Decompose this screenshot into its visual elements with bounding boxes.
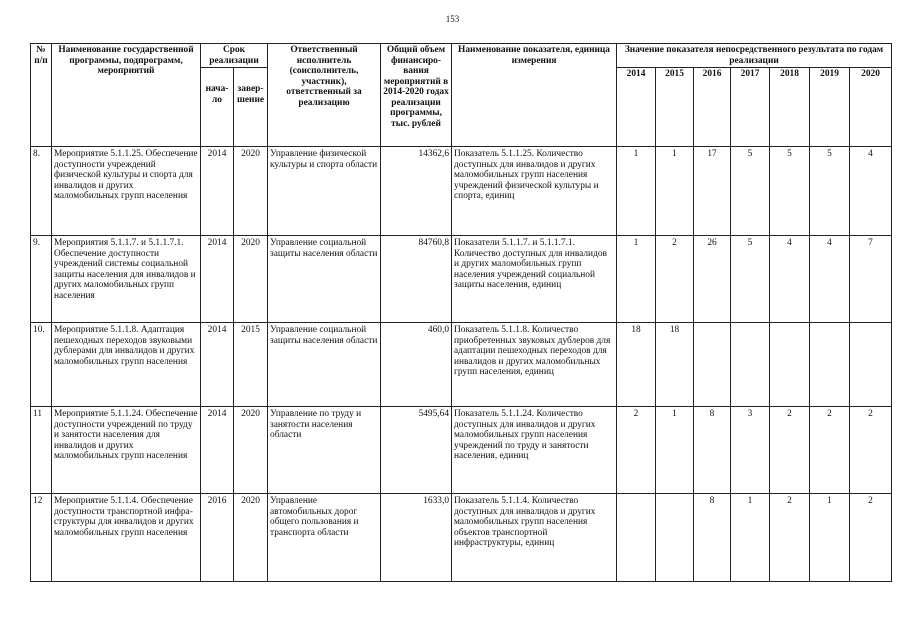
row-responsible: Управление автомобильных дорог общего пользования и транспорта области [268, 494, 381, 582]
row-value: 18 [656, 323, 694, 407]
row-value: 2 [850, 494, 892, 582]
table-row [31, 494, 892, 582]
row-volume: 460,0 [381, 323, 452, 407]
row-start: 2016 [201, 494, 234, 582]
row-name: Мероприятие 5.1.1.8. Адаптация пешеходных переходов звуковыми дублерами для инвалидов и других маломобильных групп населения [52, 323, 201, 407]
row-value [731, 323, 770, 407]
header-year: 2020 [850, 68, 892, 147]
row-indicator: Показатели 5.1.1.7. и 5.1.1.7.1. Количество доступных для инвалидов и других маломобильных групп населения учреждений социальной защиты населения, единиц [452, 236, 617, 323]
row-value: 1 [810, 494, 850, 582]
row-value [770, 323, 810, 407]
row-indicator: Показатель 5.1.1.4. Количество доступных для инвалидов и других маломобильных групп населения объектов транспортной инфраструктуры, единиц [452, 494, 617, 582]
row-name: Мероприятие 5.1.1.24. Обеспечение доступности учреждений по труду и занятости населения для инвалидов и других маломобильных групп населения [52, 407, 201, 494]
row-value: 1 [656, 407, 694, 494]
header-year: 2017 [731, 68, 770, 147]
header-values-title: Значение показателя непосредственного результата по годам реализации [617, 44, 892, 68]
header-volume: Общий объем финансиро-вания мероприятий в 2014-2020 годах реализации программы, тыс. рублей [381, 44, 452, 147]
row-volume: 5495,64 [381, 407, 452, 494]
header-year: 2014 [617, 68, 656, 147]
header-year: 2018 [770, 68, 810, 147]
row-responsible: Управление по труду и занятости населения области [268, 407, 381, 494]
row-value: 3 [731, 407, 770, 494]
row-value: 8 [694, 407, 731, 494]
row-start: 2014 [201, 323, 234, 407]
row-end: 2020 [234, 236, 268, 323]
header-year: 2019 [810, 68, 850, 147]
row-value: 4 [770, 236, 810, 323]
header-name: Наименование государственной программы, подпрограмм, мероприятий [52, 44, 201, 147]
row-value: 4 [850, 147, 892, 236]
row-value: 5 [810, 147, 850, 236]
row-value: 17 [694, 147, 731, 236]
row-start: 2014 [201, 147, 234, 236]
header-num: № п/п [31, 44, 52, 147]
row-end: 2015 [234, 323, 268, 407]
program-table [30, 43, 892, 582]
row-value: 4 [810, 236, 850, 323]
page-number: 153 [445, 14, 460, 24]
row-value [810, 323, 850, 407]
row-end: 2020 [234, 147, 268, 236]
row-value: 2 [656, 236, 694, 323]
row-start: 2014 [201, 407, 234, 494]
row-value: 1 [617, 147, 656, 236]
row-responsible: Управление социальной защиты населения области [268, 236, 381, 323]
row-value [656, 494, 694, 582]
row-value: 1 [656, 147, 694, 236]
row-num: 12 [31, 494, 52, 582]
row-value [694, 323, 731, 407]
table-row [31, 147, 892, 236]
row-volume: 1633,0 [381, 494, 452, 582]
row-num: 8. [31, 147, 52, 236]
header-end: завер-шение [234, 68, 268, 147]
table-row [31, 323, 892, 407]
header-indicator: Наименование показателя, единица измерения [452, 44, 617, 147]
row-volume: 84760,8 [381, 236, 452, 323]
header-year: 2016 [694, 68, 731, 147]
row-indicator: Показатель 5.1.1.8. Количество приобретенных звуковых дублеров для адаптации пешеходных переходов для инвалидов и других маломобильных групп населения, единиц [452, 323, 617, 407]
row-value: 8 [694, 494, 731, 582]
row-value: 2 [617, 407, 656, 494]
row-num: 9. [31, 236, 52, 323]
row-value [617, 494, 656, 582]
table-row [31, 236, 892, 323]
row-value [850, 323, 892, 407]
row-name: Мероприятия 5.1.1.7. и 5.1.1.7.1. Обеспечение доступности учреждений системы социальной защиты населения для инвалидов и других маломобильных групп населения [52, 236, 201, 323]
row-value: 2 [770, 494, 810, 582]
row-value: 26 [694, 236, 731, 323]
row-name: Мероприятие 5.1.1.4. Обеспечение доступности транспортной инфра-структуры для инвалидов и других маломобильных групп населения [52, 494, 201, 582]
row-responsible: Управление социальной защиты населения области [268, 323, 381, 407]
row-value: 5 [731, 236, 770, 323]
row-num: 11 [31, 407, 52, 494]
header-start: нача-ло [201, 68, 234, 147]
table-row [31, 407, 892, 494]
row-value: 1 [617, 236, 656, 323]
row-name: Мероприятие 5.1.1.25. Обеспечение доступности учреждений физической культуры и спорта для инвалидов и других маломобильных групп населения [52, 147, 201, 236]
row-value: 5 [770, 147, 810, 236]
row-value: 1 [731, 494, 770, 582]
row-value: 7 [850, 236, 892, 323]
header-term: Срок реализации [201, 44, 268, 68]
row-indicator: Показатель 5.1.1.25. Количество доступных для инвалидов и других маломобильных групп населения учреждений физической культуры и спорта, единиц [452, 147, 617, 236]
row-value: 2 [770, 407, 810, 494]
row-end: 2020 [234, 407, 268, 494]
row-value: 18 [617, 323, 656, 407]
header-year: 2015 [656, 68, 694, 147]
row-value: 5 [731, 147, 770, 236]
row-start: 2014 [201, 236, 234, 323]
row-value: 2 [850, 407, 892, 494]
row-indicator: Показатель 5.1.1.24. Количество доступных для инвалидов и других маломобильных групп населения учреждений по труду и занятости населения, единиц [452, 407, 617, 494]
row-num: 10. [31, 323, 52, 407]
header-responsible: Ответственный исполнитель (соисполнитель, участник), ответственный за реализацию [268, 44, 381, 147]
row-end: 2020 [234, 494, 268, 582]
row-value: 2 [810, 407, 850, 494]
row-volume: 14362,6 [381, 147, 452, 236]
row-responsible: Управление физической культуры и спорта области [268, 147, 381, 236]
